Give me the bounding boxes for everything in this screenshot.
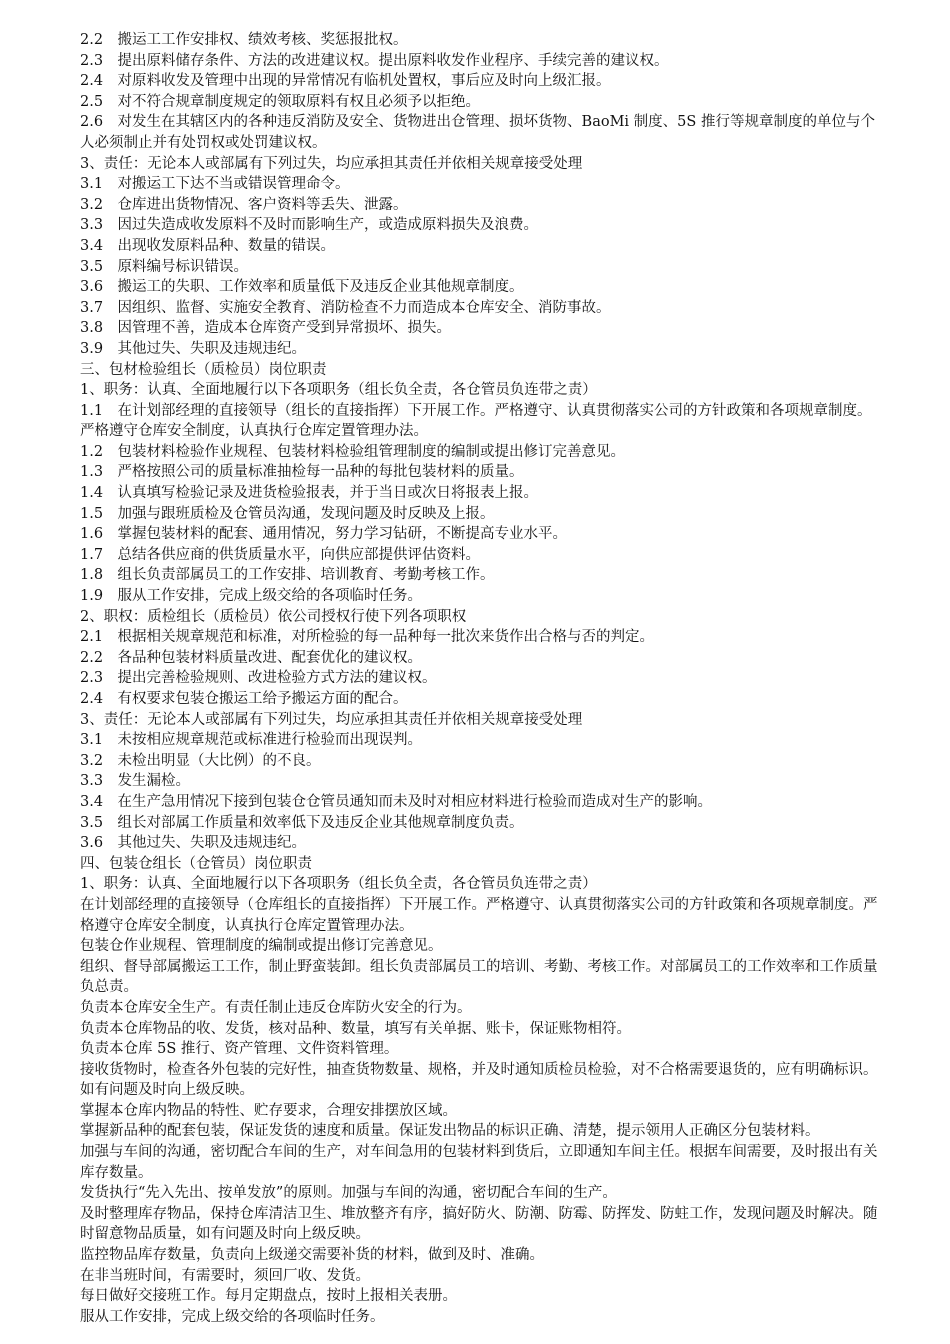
paragraph: 负责本仓库物品的收、发货，核对品种、数量，填写有关单据、账卡，保证账物相符。 bbox=[80, 1020, 631, 1037]
paragraph: 3.5 组长对部属工作质量和效率低下及违反企业其他规章制度负责。 bbox=[80, 814, 524, 831]
section-heading: 2、职权：质检组长（质检员）依公司授权行使下列各项职权 bbox=[80, 608, 467, 625]
paragraph: 服从工作安排，完成上级交给的各项临时任务。 bbox=[80, 1308, 385, 1325]
paragraph: 加强与车间的沟通，密切配合车间的生产，对车间急用的包装材料到货后，立即通知车间主任。根据车间需要，及时报出有关库存数量。 bbox=[80, 1144, 878, 1181]
paragraph: 1.4 认真填写检验记录及进货检验报表，并于当日或次日将报表上报。 bbox=[80, 485, 539, 502]
paragraph: 监控物品库存数量，负责向上级递交需要补货的材料，做到及时、准确。 bbox=[80, 1247, 544, 1264]
paragraph: 1.8 组长负责部属员工的工作安排、培训教育、考勤考核工作。 bbox=[80, 567, 495, 584]
paragraph: 包装仓作业规程、管理制度的编制或提出修订完善意见。 bbox=[80, 938, 443, 955]
paragraph: 3.6 搬运工的失职、工作效率和质量低下及违反企业其他规章制度。 bbox=[80, 279, 524, 296]
chapter-heading: 三、包材检验组长（质检员）岗位职责 bbox=[80, 361, 327, 378]
paragraph: 2.3 提出原料储存条件、方法的改进建议权。提出原料收发作业程序、手续完善的建议权。 bbox=[80, 52, 669, 69]
paragraph: 掌握新品种的配套包装，保证发货的速度和质量。保证发出物品的标识正确、清楚，提示领用人正确区分包装材料。 bbox=[80, 1123, 820, 1140]
paragraph: 2.4 有权要求包装仓搬运工给予搬运方面的配合。 bbox=[80, 691, 408, 707]
paragraph: 3.8 因管理不善，造成本仓库资产受到异常损坏、损失。 bbox=[80, 320, 452, 337]
section-heading: 3、责任：无论本人或部属有下列过失，均应承担其责任并依相关规章接受处理 bbox=[80, 711, 583, 728]
paragraph: 3.3 因过失造成收发原料不及时而影响生产，或造成原料损失及浪费。 bbox=[80, 217, 539, 234]
paragraph: 3.1 未按相应规章规范或标准进行检验而出现误判。 bbox=[80, 732, 423, 749]
paragraph: 组织、督导部属搬运工工作，制止野蛮装卸。组长负责部属员工的培训、考勤、考核工作。对部属员工的工作效率和工作质量负总责。 bbox=[80, 958, 878, 996]
paragraph: 3.7 因组织、监督、实施安全教育、消防检查不力而造成本仓库安全、消防事故。 bbox=[80, 299, 611, 316]
paragraph: 接收货物时，检查各外包装的完好性，抽查货物数量、规格，并及时通知质检员检验，对不合格需要退货的，应有明确标识。如有问题及时向上级反映。 bbox=[80, 1061, 878, 1099]
paragraph: 掌握本仓库内物品的特性、贮存要求，合理安排摆放区域。 bbox=[80, 1102, 457, 1119]
paragraph: 1.9 服从工作安排，完成上级交给的各项临时任务。 bbox=[80, 588, 423, 605]
paragraph: 2.1 根据相关规章规范和标准，对所检验的每一品种每一批次来货作出合格与否的判定。 bbox=[80, 629, 655, 646]
paragraph: 2.4 对原料收发及管理中出现的异常情况有临机处置权，事后应及时向上级汇报。 bbox=[80, 73, 611, 90]
paragraph: 3.6 其他过失、失职及违规违纪。 bbox=[80, 835, 307, 852]
paragraph: 2.6 对发生在其辖区内的各种违反消防及安全、货物进出仓管理、损坏货物、BaoMi 制度、5S 推行等规章制度的单位与个人必须制止并有处罚权或处罚建议权。 bbox=[80, 114, 875, 151]
chapter-heading: 四、包装仓组长（仓管员）岗位职责 bbox=[80, 855, 312, 872]
section-heading: 3、责任：无论本人或部属有下列过失，均应承担其责任并依相关规章接受处理 bbox=[80, 155, 583, 172]
paragraph: 每日做好交接班工作。每月定期盘点，按时上报相关表册。 bbox=[80, 1288, 457, 1305]
paragraph: 3.2 未检出明显（大比例）的不良。 bbox=[80, 752, 321, 769]
section-heading: 1、职务：认真、全面地履行以下各项职务（组长负全责，各仓管员负连带之责） bbox=[80, 382, 597, 399]
paragraph: 3.5 原料编号标识错误。 bbox=[80, 258, 249, 275]
paragraph: 3.4 在生产急用情况下接到包装仓仓管员通知而未及时对相应材料进行检验而造成对生产的影响。 bbox=[80, 793, 713, 810]
paragraph: 2.2 各品种包装材料质量改进、配套优化的建议权。 bbox=[80, 649, 423, 666]
paragraph: 1.2 包装材料检验作业规程、包装材料检验组管理制度的编制或提出修订完善意见。 bbox=[80, 443, 626, 460]
paragraph: 1.3 严格按照公司的质量标准抽检每一品种的每批包装材料的质量。 bbox=[80, 464, 524, 481]
paragraph: 3.2 仓库进出货物情况、客户资料等丢失、泄露。 bbox=[80, 196, 408, 213]
paragraph: 3.9 其他过失、失职及违规违纪。 bbox=[80, 340, 307, 357]
paragraph: 1.6 掌握包装材料的配套、通用情况，努力学习钻研，不断提高专业水平。 bbox=[80, 526, 568, 543]
paragraph: 在计划部经理的直接领导（仓库组长的直接指挥）下开展工作。严格遵守、认真贯彻落实公司的方针政策和各项规章制度。严格遵守仓库安全制度，认真执行仓库定置管理办法。 bbox=[80, 896, 878, 934]
paragraph: 1.7 总结各供应商的供货质量水平，向供应部提供评估资料。 bbox=[80, 546, 481, 563]
paragraph: 在非当班时间，有需要时，须回厂收、发货。 bbox=[80, 1267, 370, 1284]
paragraph: 3.4 出现收发原料品种、数量的错误。 bbox=[80, 237, 336, 254]
paragraph: 3.1 对搬运工下达不当或错误管理命令。 bbox=[80, 176, 350, 193]
paragraph: 及时整理库存物品，保持仓库清洁卫生、堆放整齐有序，搞好防火、防潮、防霉、防挥发、防蛀工作，发现问题及时解决。随时留意物品质量，如有问题及时向上级反映。 bbox=[80, 1205, 878, 1243]
paragraph: 2.5 对不符合规章制度规定的领取原料有权且必须予以拒绝。 bbox=[80, 93, 481, 110]
section-heading: 1、职务：认真、全面地履行以下各项职务（组长负全责，各仓管员负连带之责） bbox=[80, 876, 597, 893]
paragraph: 3.3 发生漏检。 bbox=[80, 773, 191, 790]
paragraph: 发货执行“先入先出、按单发放”的原则。加强与车间的沟通，密切配合车间的生产。 bbox=[80, 1185, 617, 1202]
paragraph: 负责本仓库安全生产。有责任制止违反仓库防火安全的行为。 bbox=[80, 999, 472, 1016]
paragraph: 负责本仓库 5S 推行、资产管理、文件资料管理。 bbox=[80, 1041, 399, 1058]
paragraph: 2.3 提出完善检验规则、改进检验方式方法的建议权。 bbox=[80, 670, 437, 687]
paragraph: 1.1 在计划部经理的直接领导（组长的直接指挥）下开展工作。严格遵守、认真贯彻落实公司的方针政策和各项规章制度。严格遵守仓库安全制度，认真执行仓库定置管理办法。 bbox=[80, 402, 872, 440]
document-body bbox=[80, 30, 880, 1327]
paragraph: 1.5 加强与跟班质检及仓管员沟通，发现问题及时反映及上报。 bbox=[80, 505, 495, 522]
paragraph: 2.2 搬运工工作安排权、绩效考核、奖惩报批权。 bbox=[80, 32, 408, 48]
